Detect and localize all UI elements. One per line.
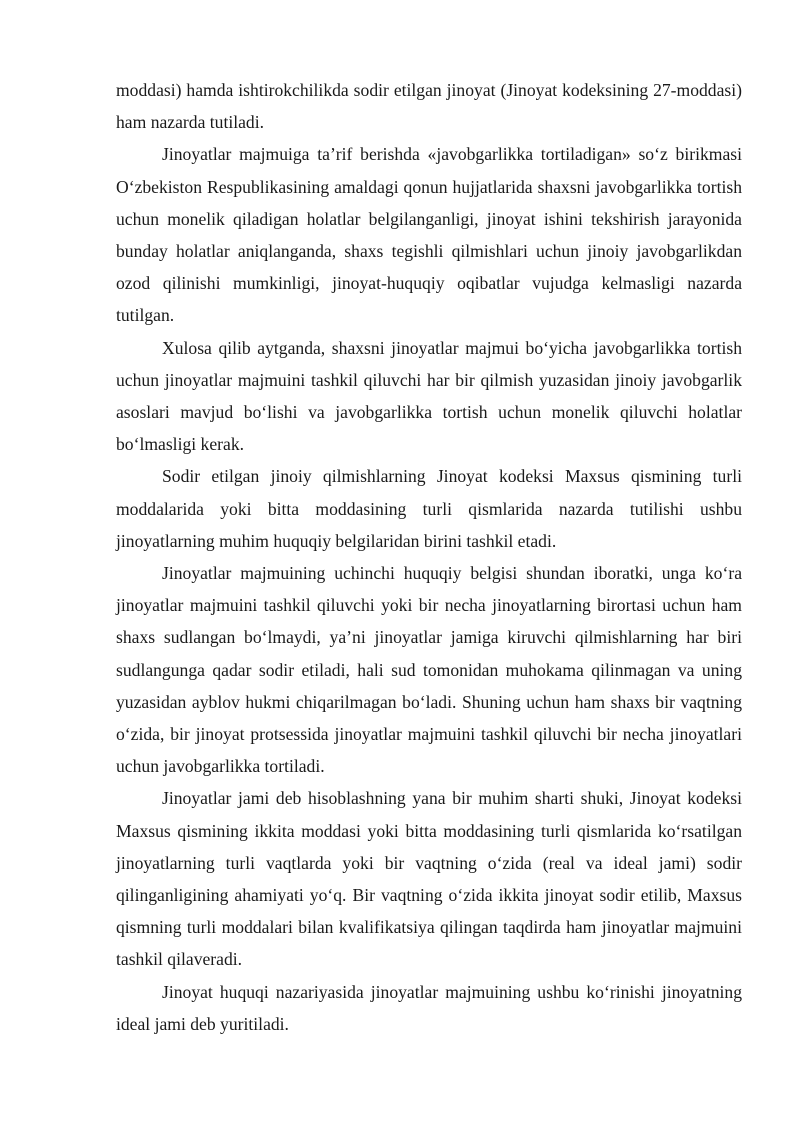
paragraph-6: Jinoyatlar jami deb hisoblashning yana bir muhim sharti shuki, Jinoyat kodeksi Maxsus qismining ikkita moddasi yoki bitta moddasining turli qismlarida ko‘rsatilgan jinoyatlarning turli vaqtlarda yoki bir vaqtning o‘zida (real va ideal jami) sodir qilinganligining ahamiyati yo‘q. Bir vaqtning o‘zida ikkita jinoyat sodir etilib, Maxsus qismning turli moddalari bilan kvalifikatsiya qilingan taqdirda ham jinoyatlar majmuini tashkil qilaveradi. [116,788,742,970]
paragraph-5: Jinoyatlar majmuining uchinchi huquqiy belgisi shundan iboratki, unga ko‘ra jinoyatlar majmuini tashkil qiluvchi yoki bir necha jinoyatlarning birortasi uchun ham shaxs sudlangan bo‘lmaydi, ya’ni jinoyatlar jamiga kiruvchi qilmishlarning har biri sudlangunga qadar sodir etiladi, hali sud tomonidan muhokama qilinmagan va uning yuzasidan ayblov hukmi chiqarilmagan bo‘ladi. Shuning uchun ham shaxs bir vaqtning o‘zida, bir jinoyat protsessida jinoyatlar majmuini tashkil qiluvchi bir necha jinoyatlari uchun javobgarlikka tortiladi. [116,563,742,777]
paragraph-1: moddasi) hamda ishtirokchilikda sodir etilgan jinoyat (Jinoyat kodeksining 27-moddasi) ham nazarda tutiladi. [116,80,742,133]
paragraph-4: Sodir etilgan jinoiy qilmishlarning Jinoyat kodeksi Maxsus qismining turli moddalarida yoki bitta moddasining turli qismlarida nazarda tutilishi ushbu jinoyatlarning muhim huquqiy belgilaridan birini tashkil etadi. [116,466,742,551]
paragraph-3: Xulosa qilib aytganda, shaxsni jinoyatlar majmui bo‘yicha javobgarlikka tortish uchun jinoyatlar majmuini tashkil qiluvchi har bir qilmish yuzasidan jinoiy javobgarlik asoslari mavjud bo‘lishi va javobgarlikka tortish uchun monelik qiluvchi holatlar bo‘lmasligi kerak. [116,337,742,455]
document-page [116,74,742,1040]
paragraph-2: Jinoyatlar majmuiga ta’rif berishda «javobgarlikka tortiladigan» so‘z birikmasi O‘zbekiston Respublikasining amaldagi qonun hujjatlarida shaxsni javobgarlikka tortish uchun monelik qiladigan holatlar belgilanganligi, jinoyat ishini tekshirish jarayonida bunday holatlar aniqlanganda, shaxs tegishli qilmishlari uchun jinoiy javobgarlikdan ozod qilinishi mumkinligi, jinoyat-huquqiy oqibatlar vujudga kelmasligi nazarda tutilgan. [116,144,742,326]
paragraph-7: Jinoyat huquqi nazariyasida jinoyatlar majmuining ushbu ko‘rinishi jinoyatning ideal jami deb yuritiladi. [116,981,742,1034]
